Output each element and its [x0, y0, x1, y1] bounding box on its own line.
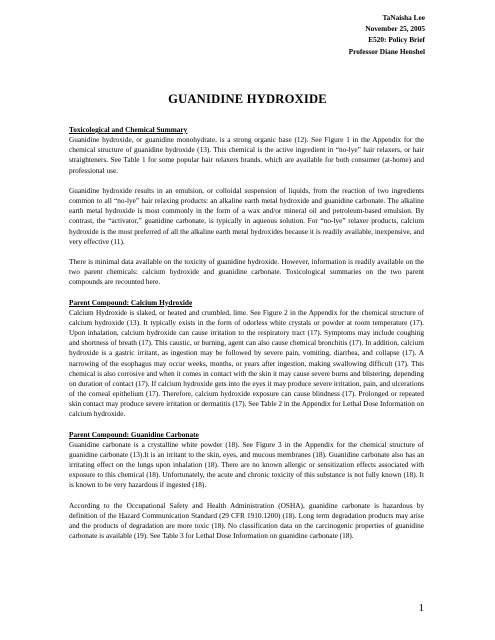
author-name: TaNaisha Lee: [382, 13, 425, 22]
document-date: November 25, 2005: [365, 24, 425, 34]
professor-name: Professor Diane Henshel: [348, 46, 425, 56]
paragraph: Guanidine hydroxide, or guanidine monohydrate, is a strong organic base (12). See Figure 1 in the Appendix for the chemical structure of guanidine hydroxide (13). This chemical is the active ingredient in “no-lye” hair relaxers, or hair straighteners. See Table 1 for some popular hair relaxers brands, which are available for both consumer (at-home) and professional use.: [69, 135, 424, 175]
document-header: [349, 12, 425, 57]
paragraph: There is minimal data available on the toxicity of guanidine hydroxide. However, information is readily available on the two parent chemicals: calcium hydroxide and guanidine carbonate. Toxicological summaries on the two parent compounds are recounted here.: [69, 257, 424, 287]
paragraph: Calcium Hydroxide is slaked, or heated and crumbled, lime. See Figure 2 in the Appendix for the chemical structure of calcium hydroxide (13). It typically exists in the form of odorless white crystals or powder at room temperature (17). Upon inhalation, calcium hydroxide can cause irritation to the respiratory tract (17). Symptoms may include coughing and shortness of breath (17). This caustic, or burning, agent can also cause chemical bronchitis (17). In addition, calcium hydroxide is a gastric irritant, as ingestion may be followed by severe pain, vomiting, diarrhea, and collapse (17). A narrowing of the esophagus may occur weeks, months, or years after ingestion, making swallowing difficult (17). This chemical is also corrosive and when it comes in contact with the skin it may cause severe burns and blistering, depending on duration of contact (17). If calcium hydroxide gets into the eyes it may produce severe irritation, pain, and ulcerations of the corneal epithelium (17). Therefore, calcium hydroxide exposure can cause blindness (17). Prolonged or repeated skin contact may produce severe irritation or dermatitis (17). See Table 2 in the Appendix for Lethal Dose Information on calcium hydroxide.: [69, 307, 424, 419]
paragraph: According to the Occupational Safety and Health Administration (OSHA), guanidine carbonate is hazardous by definition of the Hazard Communication Standard (29 CFR 1910.1200) (18). Long term degradation products may arise and the products of degradation are more toxic (18). No classification data on the carcinogenic properties of guanidine carbonate is available (19). See Table 3 for Lethal Dose Information on guanidine carbonate (18).: [69, 500, 424, 541]
section-toxicological-summary: [69, 125, 424, 287]
page-number: 1: [418, 602, 424, 614]
section-guanidine-carbonate: [69, 430, 424, 542]
section-calcium-hydroxide: [69, 298, 424, 420]
section-heading: Parent Compound: Guanidine Carbonate: [69, 429, 199, 439]
course-name: E520: Policy Brief: [368, 35, 425, 45]
section-heading: Parent Compound: Calcium Hydroxide: [69, 297, 193, 307]
section-heading: Toxicological and Chemical Summary: [69, 125, 188, 134]
paragraph: Guanidine hydroxide results in an emulsion, or colloidal suspension of liquids, from the reaction of two ingredients common to all “no-lye” hair relaxing products: an alkaline earth metal hydroxide and guanidine carbonate. The alkaline earth metal hydroxide is most commonly in the form of a wax and/or mineral oil and petroleum-based emulsion. By contrast, the “activator,” guanidine carbonate, is typically in aqueous solution. For “no-lye” relaxer products, calcium hydroxide is the most preferred of all the alkaline earth metal hydroxides because it is readily available, inexpensive, and very effective (11).: [69, 185, 424, 246]
document-body: [69, 125, 424, 551]
paragraph: Guanidine carbonate is a crystalline white powder (18). See Figure 3 in the Appendix for the chemical structure of guanidine carbonate (13).It is an irritant to the skin, eyes, and mucous membranes (18). Guanidine carbonate also has an irritating effect on the lungs upon inhalation (18). There are no known allergic or sensitization effects associated with exposure to this chemical (18). Unfortunately, the acute and chronic toxicity of this substance is not fully known (18). It is known to be very hazardous if ingested (18).: [69, 439, 424, 490]
document-title: GUANIDINE HYDROXIDE: [168, 92, 327, 106]
